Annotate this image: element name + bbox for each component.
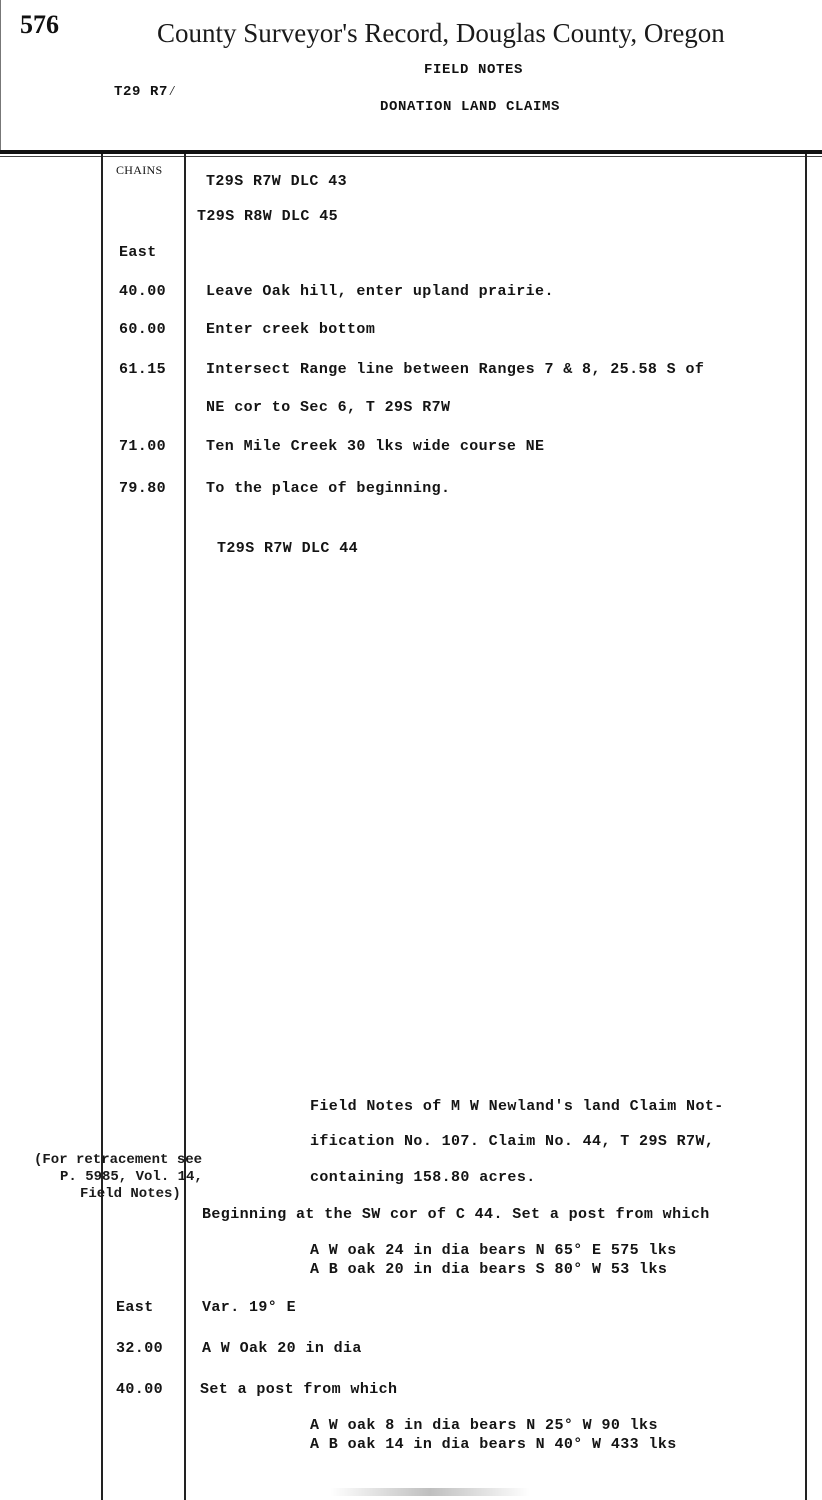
chains-value: 61.15 [119,361,167,378]
bearing-line: A W oak 24 in dia bears N 65° E 575 lks [310,1242,677,1259]
note-text: A W Oak 20 in dia [202,1340,362,1357]
variation-text: Var. 19° E [202,1299,297,1316]
retracement-note: Field Notes) [80,1186,181,1202]
beginning-statement: Beginning at the SW cor of C 44. Set a post from which [202,1206,710,1223]
chains-value: 32.00 [116,1340,164,1357]
left-column-line [101,154,103,1500]
retracement-note: (For retracement see [34,1152,203,1168]
note-text: Leave Oak hill, enter upland prairie. [206,283,554,300]
header-rule-thin [0,156,822,157]
note-text: Enter creek bottom [206,321,376,338]
right-column-line [805,154,807,1500]
bearing-line: A B oak 20 in dia bears S 80° W 53 lks [310,1261,668,1278]
chains-value: 71.00 [119,438,167,455]
direction-east: East [119,244,157,261]
donation-land-claims-subtitle: DONATION LAND CLAIMS [380,99,561,115]
chains-value: 40.00 [116,1381,164,1398]
scan-smudge [330,1488,530,1496]
chains-column-line [184,154,186,1500]
note-text: To the place of beginning. [206,480,451,497]
claim-intro-line: containing 158.80 acres. [310,1169,536,1186]
note-text: Set a post from which [200,1381,398,1398]
page-title: County Surveyor's Record, Douglas County, Oregon [157,18,725,48]
township-range-label [114,84,177,100]
note-text: NE cor to Sec 6, T 29S R7W [206,399,451,416]
township-text: T29 R7 [114,84,169,100]
claim-intro-line: Field Notes of M W Newland's land Claim Not- [310,1098,724,1115]
bearing-line: A B oak 14 in dia bears N 40° W 433 lks [310,1436,677,1453]
note-text: Ten Mile Creek 30 lks wide course NE [206,438,545,455]
chains-value: 60.00 [119,321,167,338]
note-text: Intersect Range line between Ranges 7 & 8, 25.58 S of [206,361,705,378]
bearing-line: A W oak 8 in dia bears N 25° W 90 lks [310,1417,658,1434]
page-number: 576 [20,10,59,39]
slash-mark: ⁄ [168,84,178,100]
chains-value: 40.00 [119,283,167,300]
chains-value: 79.80 [119,480,167,497]
direction-east: East [116,1299,154,1316]
chains-column-header: CHAINS [116,163,163,177]
page-left-edge [0,0,1,150]
field-notes-subtitle: FIELD NOTES [424,62,524,78]
dlc44-heading: T29S R7W DLC 44 [217,540,359,557]
dlc45-heading: T29S R8W DLC 45 [197,208,339,225]
claim-intro-line: ification No. 107. Claim No. 44, T 29S R7W, [310,1133,715,1150]
retracement-note: P. 5985, Vol. 14, [60,1169,203,1185]
header-rule [0,150,822,154]
dlc43-heading: T29S R7W DLC 43 [206,173,348,190]
